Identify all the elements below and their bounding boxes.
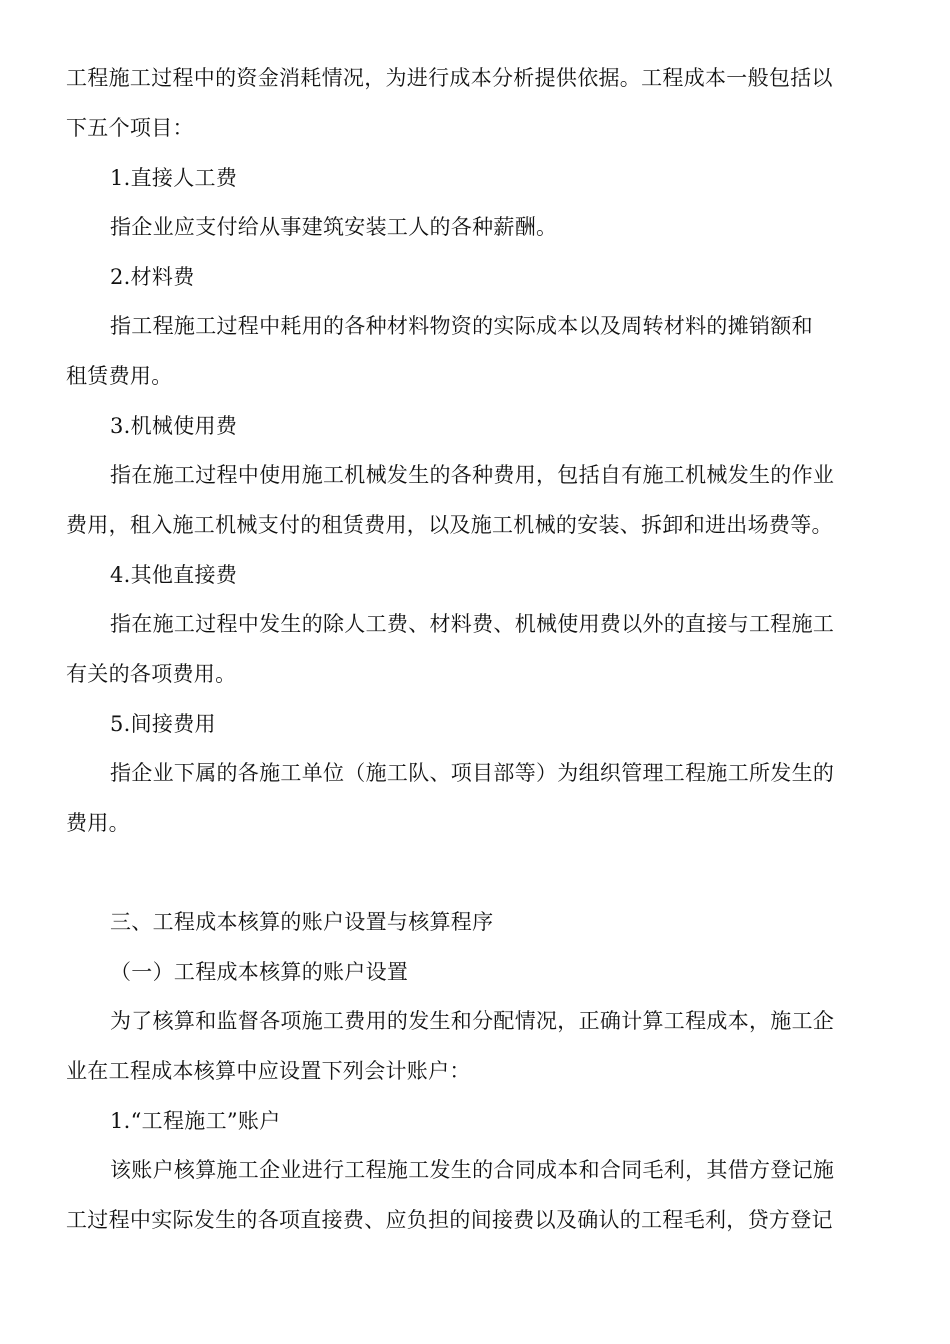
paragraph-line: 租赁费用。	[66, 364, 173, 388]
item-heading-account: 1.“工程施工”账户	[110, 1109, 281, 1133]
paragraph-line: 有关的各项费用。	[66, 662, 237, 686]
paragraph-line: 工过程中实际发生的各项直接费、应负担的间接费以及确认的工程毛利，贷方登记	[66, 1208, 833, 1232]
item-heading-materials: 2.材料费	[110, 265, 195, 289]
paragraph-line: 为了核算和监督各项施工费用的发生和分配情况，正确计算工程成本，施工企	[110, 1009, 835, 1033]
paragraph-line: 指企业下属的各施工单位（施工队、项目部等）为组织管理工程施工所发生的	[110, 761, 835, 785]
item-heading-other-direct: 4.其他直接费	[110, 563, 238, 587]
item-heading-indirect: 5.间接费用	[110, 712, 216, 736]
paragraph-line: 指工程施工过程中耗用的各种材料物资的实际成本以及周转材料的摊销额和	[110, 314, 813, 338]
paragraph-line: 下五个项目：	[66, 116, 194, 140]
paragraph-line: 业在工程成本核算中应设置下列会计账户：	[66, 1059, 471, 1083]
paragraph-line: 指在施工过程中发生的除人工费、材料费、机械使用费以外的直接与工程施工	[110, 612, 835, 636]
paragraph-line: 费用，租入施工机械支付的租赁费用，以及施工机械的安装、拆卸和进出场费等。	[66, 513, 833, 537]
paragraph-line: 指在施工过程中使用施工机械发生的各种费用，包括自有施工机械发生的作业	[110, 463, 835, 487]
subsection-heading: （一）工程成本核算的账户设置	[110, 960, 409, 984]
item-heading-machinery: 3.机械使用费	[110, 414, 238, 438]
section-heading: 三、工程成本核算的账户设置与核算程序	[110, 910, 494, 934]
item-heading-direct-labor: 1.直接人工费	[110, 166, 238, 190]
paragraph-line: 费用。	[66, 811, 130, 835]
paragraph-line: 工程施工过程中的资金消耗情况，为进行成本分析提供依据。工程成本一般包括以	[66, 66, 833, 90]
paragraph-line: 指企业应支付给从事建筑安装工人的各种薪酬。	[110, 215, 558, 239]
paragraph-line: 该账户核算施工企业进行工程施工发生的合同成本和合同毛利，其借方登记施	[110, 1158, 835, 1182]
